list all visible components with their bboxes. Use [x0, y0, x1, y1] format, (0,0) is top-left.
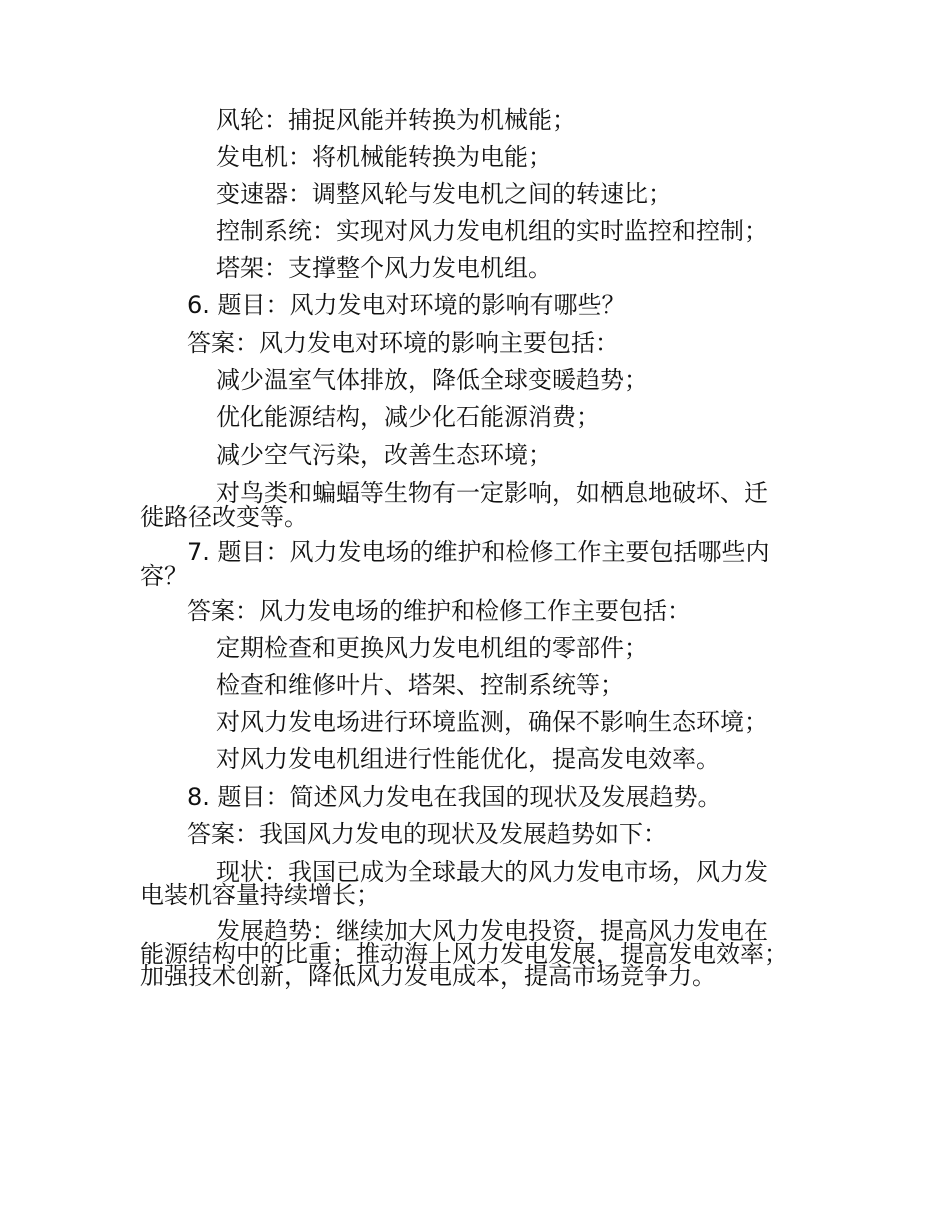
- text-line: 风轮：捕捉风能并转换为机械能；: [216, 106, 576, 134]
- text-line: 优化能源结构，减少化石能源消费；: [216, 403, 600, 431]
- text-line: 对风力发电机组进行性能优化，提高发电效率。: [216, 745, 720, 773]
- text-line: 对鸟类和蝙蝠等生物有一定影响，如栖息地破坏、迁: [216, 479, 768, 507]
- text-line: 检查和维修叶片、塔架、控制系统等；: [216, 671, 624, 699]
- text-line-wrap: 徙路径改变等。: [140, 503, 308, 531]
- text-line-wrap: 电装机容量持续增长；: [140, 881, 380, 909]
- text-line: 定期检查和更换风力发电机组的零部件；: [216, 634, 648, 662]
- text-line-wrap: 加强技术创新，降低风力发电成本，提高市场竞争力。: [140, 962, 716, 990]
- text-line: 变速器：调整风轮与发电机之间的转速比；: [216, 180, 672, 208]
- text-line: 减少空气污染，改善生态环境；: [216, 441, 552, 469]
- question-heading: 8. 题目：简述风力发电在我国的现状及发展趋势。: [187, 783, 722, 811]
- text-line: 发电机：将机械能转换为电能；: [216, 143, 552, 171]
- text-line-wrap: 能源结构中的比重；推动海上风力发电发展，提高发电效率；: [140, 940, 788, 968]
- text-line: 减少温室气体排放，降低全球变暖趋势；: [216, 366, 648, 394]
- question-heading: 7. 题目：风力发电场的维护和检修工作主要包括哪些内: [187, 538, 770, 566]
- answer-intro: 答案：风力发电场的维护和检修工作主要包括：: [187, 597, 691, 625]
- text-line: 发展趋势：继续加大风力发电投资，提高风力发电在: [216, 917, 768, 945]
- answer-intro: 答案：风力发电对环境的影响主要包括：: [187, 329, 619, 357]
- text-line: 控制系统：实现对风力发电机组的实时监控和控制；: [216, 217, 768, 245]
- text-line: 现状：我国已成为全球最大的风力发电市场，风力发: [216, 858, 768, 886]
- question-heading: 6. 题目：风力发电对环境的影响有哪些？: [187, 291, 626, 319]
- answer-intro: 答案：我国风力发电的现状及发展趋势如下：: [187, 820, 667, 848]
- text-line: 对风力发电场进行环境监测，确保不影响生态环境；: [216, 708, 768, 736]
- text-line-wrap: 容？: [140, 562, 188, 590]
- text-line: 塔架：支撑整个风力发电机组。: [216, 254, 552, 282]
